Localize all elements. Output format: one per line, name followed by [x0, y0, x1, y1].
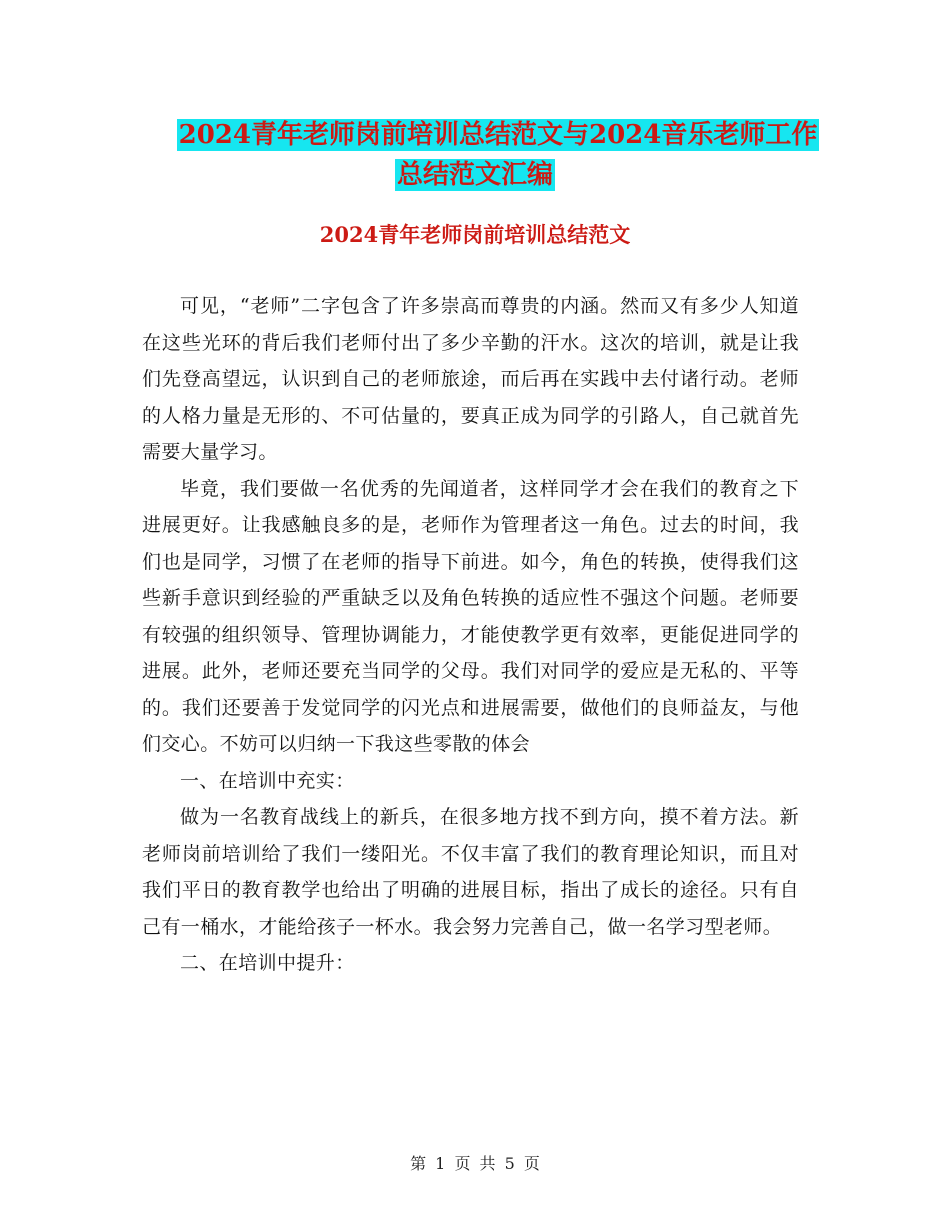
section-title: 2024青年老师岗前培训总结范文 [319, 222, 631, 247]
heading-section-2: 二、在培训中提升： [180, 952, 355, 974]
document-title-highlight-2: 总结范文汇编 [396, 160, 553, 190]
document-title-highlight-1: 2024青年老师岗前培训总结范文与2024音乐老师工作 [178, 120, 818, 150]
document-title-line-2 [0, 152, 950, 198]
paragraph-3: 做为一名教育战线上的新兵，在很多地方找不到方向，摸不着方法。新老师岗前培训给了我们一缕阳光。不仅丰富了我们的教育理论知识，而且对我们平日的教育教学也给出了明确的进展目标，指出了成长的途径。只有自己有一桶水，才能给孩子一杯水。我会努力完善自己，做一名学习型老师。 [142, 806, 799, 938]
document-body [142, 288, 799, 982]
paragraph-1: 可见，“老师”二字包含了许多崇高而尊贵的内涵。然而又有多少人知道在这些光环的背后我们老师付出了多少辛勤的汗水。这次的培训，就是让我们先登高望远，认识到自己的老师旅途，而后再在实践中去付诸行动。老师的人格力量是无形的、不可估量的，要真正成为同学的引路人，自己就首先需要大量学习。 [142, 295, 799, 463]
heading-section-1: 一、在培训中充实： [180, 769, 355, 792]
paragraph-2: 毕竟，我们要做一名优秀的先闻道者，这样同学才会在我们的教育之下进展更好。让我感触良多的是，老师作为管理者这一角色。过去的时间，我们也是同学，习惯了在老师的指导下前进。如今，角色的转换，使得我们这些新手意识到经验的严重缺乏以及角色转换的适应性不强这个问题。老师要有较强的组织领导、管理协调能力，才能使教学更有效率，更能促进同学的进展。此外，老师还要充当同学的父母。我们对同学的爱应是无私的、平等的。我们还要善于发觉同学的闪光点和进展需要，做他们的良师益友，与他们交心。不妨可以归纳一下我这些零散的体会 [142, 477, 799, 755]
page-number-footer: 第 1 页 共 5 页 [410, 1154, 540, 1173]
